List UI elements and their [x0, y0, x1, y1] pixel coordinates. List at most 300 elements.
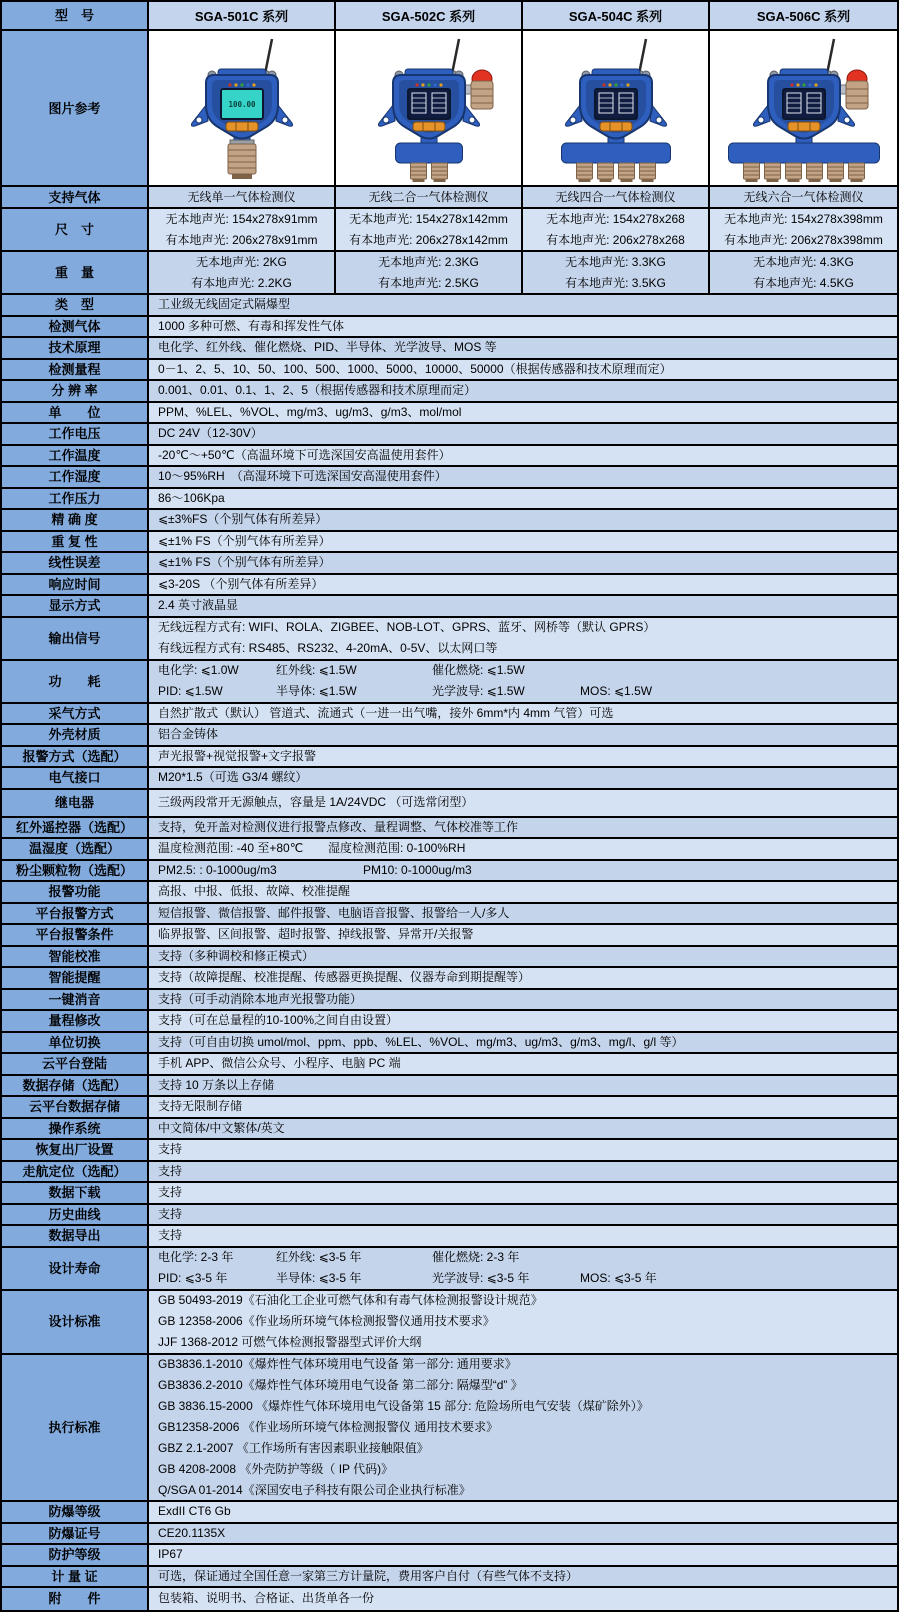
spec-segment: 支持 — [158, 1142, 183, 1157]
spec-segment: 铝合金铸体 — [158, 727, 219, 742]
spec-value-21 — [149, 790, 897, 816]
spec-value-19 — [149, 747, 897, 767]
size-row-line: 无本地声光: 154x278x91mm — [165, 211, 318, 226]
spec-segment: 支持（可手动消除本地声光报警功能） — [158, 991, 363, 1006]
spec-line — [158, 1226, 182, 1246]
spec-line — [158, 618, 655, 639]
spec-segment: GB 50493-2019《石油化工企业可燃气体和有毒气体检测报警设计规范》 — [158, 1293, 543, 1308]
table-row-19 — [2, 747, 897, 769]
spec-value-27 — [149, 925, 897, 945]
spec-line — [158, 1205, 182, 1225]
row-label-weight-row: 重 量 — [2, 252, 149, 293]
spec-segment: 声光报警+视觉报警+文字报警 — [158, 748, 317, 763]
table-row-12 — [2, 553, 897, 575]
table-row-24 — [2, 861, 897, 883]
weight-row-line: 无本地声光: 2.3KG — [378, 254, 479, 269]
spec-segment: 可选，保证通过全国任意一家第三方计量院，费用客户自付（有些气体不支持） — [158, 1568, 579, 1583]
spec-line — [158, 1459, 393, 1480]
spec-line — [158, 1375, 523, 1396]
table-row-29 — [2, 968, 897, 990]
row-label-18: 外壳材质 — [2, 725, 149, 745]
table-row-11 — [2, 532, 897, 554]
table-row-37 — [2, 1140, 897, 1162]
spec-value-11 — [149, 532, 897, 552]
row-label-support: 支持气体 — [2, 187, 149, 207]
table-row-14 — [2, 596, 897, 618]
spec-line — [158, 768, 307, 788]
spec-segment: 86～106Kpa — [158, 490, 225, 505]
size-row-line: 有本地声光: 206x278x142mm — [349, 232, 508, 247]
spec-line — [158, 295, 290, 315]
support-value-text: 无线二合一气体检测仪 — [368, 189, 489, 204]
spec-segment: 支持 — [158, 1206, 183, 1221]
spec-segment: 支持（故障提醒、校准提醒、传感器更换提醒、仪器寿命到期提醒等） — [158, 970, 531, 985]
size-row-line: 有本地声光: 206x278x91mm — [165, 232, 318, 247]
table-row-4 — [2, 381, 897, 403]
row-label-29: 智能提醒 — [2, 968, 149, 988]
spec-segment: 红外线: ⩽3-5 年 — [276, 1250, 362, 1264]
spec-segment: 支持 10 万条以上存储 — [158, 1077, 275, 1092]
spec-segment: CE20.1135X — [158, 1525, 226, 1540]
spec-value-12 — [149, 553, 897, 573]
spec-segment: 有线远程方式有: RS485、RS232、4-20mA、0-5V、以太网口等 — [158, 641, 498, 655]
spec-line — [158, 1248, 580, 1269]
table-row-31 — [2, 1011, 897, 1033]
spec-value-2 — [149, 338, 897, 358]
spec-value-38 — [149, 1162, 897, 1182]
table-row-25 — [2, 882, 897, 904]
spec-line — [158, 1567, 578, 1587]
weight-row-value-2 — [523, 252, 710, 293]
row-label-42: 设计寿命 — [2, 1248, 149, 1289]
spec-segment: GB3836.1-2010《爆炸性气体环境用电气设备 第一部分: 通用要求》 — [158, 1357, 517, 1371]
spec-value-6 — [149, 424, 897, 444]
spec-line — [158, 725, 218, 745]
table-row-21 — [2, 790, 897, 818]
spec-segment: GB 3836.15-2000 《爆炸性气体环境用电气设备第 15 部分: 危险场所电气安装（煤矿除外）》 — [158, 1399, 649, 1413]
svg-text:100.00: 100.00 — [227, 100, 256, 109]
spec-value-24 — [149, 861, 897, 881]
row-label-41: 数据导出 — [2, 1226, 149, 1246]
row-label-24: 粉尘颗粒物（选配） — [2, 861, 149, 881]
spec-segment: 光学波导: ⩽1.5W — [432, 684, 525, 698]
spec-segment: PID: ⩽1.5W — [158, 684, 223, 698]
table-row-0 — [2, 295, 897, 317]
row-label-image: 图片参考 — [2, 31, 149, 185]
spec-line — [158, 1291, 543, 1312]
spec-segment: 支持（多种调校和修正模式） — [158, 948, 315, 963]
spec-line — [158, 1588, 374, 1609]
spec-segment: -20℃～+50℃（高温环境下可选深国安高温使用套件） — [158, 447, 451, 462]
table-header-row — [2, 2, 897, 31]
device-image-sga-506c — [710, 31, 897, 185]
spec-segment: 0－1、2、5、10、50、100、500、1000、5000、10000、50000（根据传感器和技术原理而定） — [158, 361, 672, 376]
device-image-sga-504c — [523, 31, 710, 185]
row-label-10: 精 确 度 — [2, 510, 149, 530]
spec-value-41 — [149, 1226, 897, 1246]
spec-segment: GB 12358-2006《作业场所环境气体检测报警仪通用技术要求》 — [158, 1314, 495, 1329]
spec-line — [158, 1183, 182, 1203]
spec-value-16 — [149, 661, 897, 702]
row-label-1: 检测气体 — [2, 317, 149, 337]
row-label-5: 单 位 — [2, 403, 149, 423]
table-row-39 — [2, 1183, 897, 1205]
spec-line — [158, 638, 497, 659]
spec-segment: 支持，免开盖对检测仪进行报警点修改、量程调整、气体校准等工作 — [158, 819, 519, 834]
spec-segment: JJF 1368-2012 可燃气体检测报警器型式评价大纲 — [158, 1335, 422, 1350]
spec-segment: 包装箱、说明书、合格证、出货单各一份 — [158, 1591, 375, 1606]
spec-line — [158, 882, 350, 902]
weight-row-value-1 — [336, 252, 523, 293]
spec-value-18 — [149, 725, 897, 745]
row-label-27: 平台报警条件 — [2, 925, 149, 945]
model-header-sga-502c: SGA-502C 系列 — [336, 2, 523, 29]
spec-line — [158, 1480, 471, 1500]
spec-value-31 — [149, 1011, 897, 1031]
row-label-17: 采气方式 — [2, 704, 149, 724]
table-row-28 — [2, 947, 897, 969]
spec-line — [158, 1162, 182, 1182]
row-label-43: 设计标准 — [2, 1291, 149, 1354]
spec-segment: 支持 — [158, 1185, 183, 1200]
table-row-17 — [2, 704, 897, 726]
table-row-47 — [2, 1545, 897, 1567]
table-row-16 — [2, 661, 897, 704]
size-row-value-3 — [710, 209, 897, 250]
weight-row-value-3 — [710, 252, 897, 293]
spec-line — [158, 839, 465, 859]
table-row-27 — [2, 925, 897, 947]
table-row-20 — [2, 768, 897, 790]
row-label-8: 工作湿度 — [2, 467, 149, 487]
weight-row-value-0 — [149, 252, 336, 293]
spec-segment: GBZ 2.1-2007 《工作场所有害因素职业接触限值》 — [158, 1441, 429, 1455]
spec-line — [158, 532, 331, 552]
spec-line — [158, 510, 327, 530]
spec-segment: 自然扩散式（默认） 管道式、流通式（一进一出气嘴，接外 6mm*内 4mm 气管）可选 — [158, 705, 614, 720]
row-label-23: 温湿度（选配） — [2, 839, 149, 859]
row-label-30: 一键消音 — [2, 990, 149, 1010]
spec-value-49 — [149, 1588, 897, 1610]
spec-value-4 — [149, 381, 897, 401]
weight-row — [2, 252, 897, 295]
size-row-line: 无本地声光: 154x278x268 — [546, 211, 685, 226]
table-row-7 — [2, 446, 897, 468]
spec-segment: GB3836.2-2010《爆炸性气体环境用电气设备 第二部分: 隔爆型“d” 》 — [158, 1378, 523, 1392]
spec-line — [158, 338, 497, 358]
spec-line — [158, 1545, 183, 1565]
spec-segment: ⩽±1% FS（个别气体有所差异） — [158, 533, 331, 548]
spec-line — [158, 925, 473, 945]
table-row-40 — [2, 1205, 897, 1227]
table-row-8 — [2, 467, 897, 489]
spec-value-46 — [149, 1524, 897, 1544]
spec-line — [158, 575, 323, 595]
table-row-49 — [2, 1588, 897, 1610]
spec-segment: 高报、中报、低报、故障、校准提醒 — [158, 884, 351, 899]
spec-segment: 催化燃烧: 2-3 年 — [432, 1250, 520, 1264]
spec-segment: ExdII CT6 Gb — [158, 1504, 231, 1519]
table-row-42 — [2, 1248, 897, 1291]
spec-value-20 — [149, 768, 897, 788]
spec-line — [158, 446, 451, 466]
spec-segment: MOS: ⩽1.5W — [580, 684, 653, 698]
row-label-6: 工作电压 — [2, 424, 149, 444]
support-value-1 — [336, 187, 523, 207]
spec-segment: 湿度检测范围: 0-100%RH — [328, 841, 466, 856]
row-label-37: 恢复出厂设置 — [2, 1140, 149, 1160]
spec-line — [158, 947, 314, 967]
table-row-18 — [2, 725, 897, 747]
spec-segment: 工业级无线固定式隔爆型 — [158, 297, 291, 312]
spec-line — [158, 1438, 429, 1459]
row-label-45: 防爆等级 — [2, 1502, 149, 1522]
row-label-44: 执行标准 — [2, 1355, 149, 1500]
spec-value-36 — [149, 1119, 897, 1139]
spec-line — [158, 381, 476, 401]
device-illustration-sga-502c — [339, 33, 519, 183]
spec-value-10 — [149, 510, 897, 530]
spec-value-17 — [149, 704, 897, 724]
spec-value-37 — [149, 1140, 897, 1160]
row-label-15: 输出信号 — [2, 618, 149, 659]
table-row-23 — [2, 839, 897, 861]
table-row-33 — [2, 1054, 897, 1076]
spec-segment: M20*1.5（可选 G3/4 螺纹） — [158, 770, 308, 785]
row-label-4: 分 辨 率 — [2, 381, 149, 401]
size-row-line: 无本地声光: 154x278x142mm — [349, 211, 508, 226]
row-label-16: 功 耗 — [2, 661, 149, 702]
spec-segment: 催化燃烧: ⩽1.5W — [432, 663, 525, 677]
spec-segment: 0.001、0.01、0.1、1、2、5（根据传感器和技术原理而定） — [158, 383, 477, 398]
spec-line — [158, 1033, 683, 1053]
spec-line — [158, 1140, 182, 1160]
row-label-7: 工作温度 — [2, 446, 149, 466]
weight-row-line: 有本地声光: 4.5KG — [753, 275, 854, 290]
row-label-40: 历史曲线 — [2, 1205, 149, 1225]
table-row-9 — [2, 489, 897, 511]
spec-line — [158, 1011, 398, 1031]
spec-value-14 — [149, 596, 897, 616]
size-row-value-1 — [336, 209, 523, 250]
spec-value-40 — [149, 1205, 897, 1225]
row-label-36: 操作系统 — [2, 1119, 149, 1139]
device-illustration-sga-504c — [526, 33, 706, 183]
spec-line — [158, 1076, 274, 1096]
table-row-34 — [2, 1076, 897, 1098]
table-row-6 — [2, 424, 897, 446]
spec-line — [158, 861, 472, 881]
spec-segment: GB 4208-2008 《外壳防护等级（ IP 代码)》 — [158, 1462, 394, 1476]
spec-segment: 支持 — [158, 1163, 183, 1178]
spec-value-0 — [149, 295, 897, 315]
support-value-text: 无线六合一气体检测仪 — [743, 189, 864, 204]
spec-segment: 支持 — [158, 1228, 183, 1243]
spec-segment: ⩽±3%FS（个别气体有所差异） — [158, 512, 328, 527]
spec-value-3 — [149, 360, 897, 380]
row-label-33: 云平台登陆 — [2, 1054, 149, 1074]
row-label-2: 技术原理 — [2, 338, 149, 358]
spec-segment: 半导体: ⩽1.5W — [276, 684, 357, 698]
spec-segment: 红外线: ⩽1.5W — [276, 663, 357, 677]
spec-value-35 — [149, 1097, 897, 1117]
size-row-value-2 — [523, 209, 710, 250]
row-label-19: 报警方式（选配） — [2, 747, 149, 767]
spec-line — [158, 403, 461, 423]
spec-line — [158, 596, 238, 616]
row-label-47: 防护等级 — [2, 1545, 149, 1565]
size-row-value-0 — [149, 209, 336, 250]
spec-segment: IP67 — [158, 1547, 183, 1562]
table-row-32 — [2, 1033, 897, 1055]
spec-value-22 — [149, 818, 897, 838]
row-label-48: 计 量 证 — [2, 1567, 149, 1587]
spec-segment: ⩽±1% FS（个别气体有所差异） — [158, 555, 331, 570]
spec-line — [158, 489, 225, 509]
spec-line — [158, 1355, 517, 1375]
spec-segment: Q/SGA 01-2014《深国安电子科技有限公司企业执行标准》 — [158, 1483, 471, 1497]
spec-value-30 — [149, 990, 897, 1010]
spec-value-25 — [149, 882, 897, 902]
spec-value-42 — [149, 1248, 897, 1289]
spec-line — [158, 1097, 242, 1117]
row-label-22: 红外遥控器（选配） — [2, 818, 149, 838]
size-row-line: 有本地声光: 206x278x398mm — [724, 232, 883, 247]
size-row-line: 无本地声光: 154x278x398mm — [724, 211, 883, 226]
spec-segment: PPM、%LEL、%VOL、mg/m3、ug/m3、g/m3、mol/mol — [158, 404, 462, 419]
model-header-sga-506c: SGA-506C 系列 — [710, 2, 897, 29]
spec-segment: PM2.5: : 0-1000ug/m3 — [158, 862, 277, 877]
spec-value-7 — [149, 446, 897, 466]
table-row-46 — [2, 1524, 897, 1546]
spec-line — [158, 1502, 231, 1522]
spec-value-1 — [149, 317, 897, 337]
model-header-sga-501c: SGA-501C 系列 — [149, 2, 336, 29]
spec-line — [158, 681, 652, 702]
spec-line — [158, 792, 473, 813]
spec-line — [158, 1332, 421, 1353]
spec-value-13 — [149, 575, 897, 595]
row-label-21: 继电器 — [2, 790, 149, 816]
spec-line — [158, 424, 263, 444]
table-row-30 — [2, 990, 897, 1012]
spec-segment: 支持（可自由切换 umol/mol、ppm、ppb、%LEL、%VOL、mg/m3、ug/m3、g/m3、mg/l、g/l 等） — [158, 1034, 684, 1049]
spec-segment: 短信报警、微信报警、邮件报警、电脑语音报警、报警给一人/多人 — [158, 905, 510, 920]
table-row-15 — [2, 618, 897, 661]
spec-segment: 光学波导: ⩽3-5 年 — [432, 1271, 530, 1285]
row-label-31: 量程修改 — [2, 1011, 149, 1031]
spec-line — [158, 818, 518, 838]
row-label-39: 数据下载 — [2, 1183, 149, 1203]
spec-line — [158, 661, 580, 682]
weight-row-line: 无本地声光: 3.3KG — [565, 254, 666, 269]
table-row-41 — [2, 1226, 897, 1248]
spec-value-5 — [149, 403, 897, 423]
support-value-0 — [149, 187, 336, 207]
spec-segment: 电化学: ⩽1.0W — [158, 663, 239, 677]
spec-segment: 中文简体/中文繁体/英文 — [158, 1120, 285, 1135]
spec-segment: DC 24V（12-30V） — [158, 426, 263, 441]
weight-row-line: 无本地声光: 4.3KG — [753, 254, 854, 269]
weight-row-line: 有本地声光: 3.5KG — [565, 275, 666, 290]
spec-line — [158, 360, 672, 380]
table-row-26 — [2, 904, 897, 926]
row-label-32: 单位切换 — [2, 1033, 149, 1053]
weight-row-line: 有本地声光: 2.2KG — [191, 275, 292, 290]
support-value-3 — [710, 187, 897, 207]
spec-segment: 半导体: ⩽3-5 年 — [276, 1271, 362, 1285]
spec-segment: 1000 多种可燃、有毒和挥发性气体 — [158, 318, 345, 333]
image-reference-row — [2, 31, 897, 187]
spec-segment: GB12358-2006 《作业场所环境气体检测报警仪 通用技术要求》 — [158, 1420, 499, 1434]
row-label-3: 检测量程 — [2, 360, 149, 380]
row-label-46: 防爆证号 — [2, 1524, 149, 1544]
row-label-14: 显示方式 — [2, 596, 149, 616]
spec-value-44 — [149, 1355, 897, 1500]
spec-segment: 电化学: 2-3 年 — [158, 1250, 234, 1264]
device-illustration-sga-501c — [152, 33, 332, 183]
spec-line — [158, 1524, 225, 1544]
row-label-9: 工作压力 — [2, 489, 149, 509]
table-row-43 — [2, 1291, 897, 1356]
spec-value-45 — [149, 1502, 897, 1522]
spec-segment: PID: ⩽3-5 年 — [158, 1271, 228, 1285]
spec-line — [158, 904, 509, 924]
spec-line — [158, 1396, 649, 1417]
spec-segment: 手机 APP、微信公众号、小程序、电脑 PC 端 — [158, 1056, 401, 1071]
spec-value-26 — [149, 904, 897, 924]
table-row-45 — [2, 1502, 897, 1524]
table-row-44 — [2, 1355, 897, 1502]
row-label-34: 数据存储（选配） — [2, 1076, 149, 1096]
row-label-28: 智能校准 — [2, 947, 149, 967]
spec-value-48 — [149, 1567, 897, 1587]
spec-line — [158, 990, 362, 1010]
table-row-13 — [2, 575, 897, 597]
size-row — [2, 209, 897, 252]
row-label-26: 平台报警方式 — [2, 904, 149, 924]
spec-segment: ⩽3-20S （个别气体有所差异） — [158, 576, 324, 591]
spec-line — [158, 317, 344, 337]
spec-line — [158, 467, 447, 487]
spec-segment: 无线远程方式有: WIFI、ROLA、ZIGBEE、NOB-LOT、GPRS、蓝牙、网桥等（默认 GPRS） — [158, 620, 656, 634]
spec-line — [158, 968, 530, 988]
spec-value-33 — [149, 1054, 897, 1074]
table-row-2 — [2, 338, 897, 360]
table-row-38 — [2, 1162, 897, 1184]
spec-segment: PM10: 0-1000ug/m3 — [363, 862, 472, 877]
weight-row-line: 有本地声光: 2.5KG — [378, 275, 479, 290]
device-image-sga-501c — [149, 31, 336, 185]
table-row-48 — [2, 1567, 897, 1589]
spec-value-9 — [149, 489, 897, 509]
row-label-38: 走航定位（选配） — [2, 1162, 149, 1182]
size-row-line: 有本地声光: 206x278x268 — [546, 232, 685, 247]
support-value-text: 无线四合一气体检测仪 — [555, 189, 676, 204]
row-label-25: 报警功能 — [2, 882, 149, 902]
table-row-22 — [2, 818, 897, 840]
row-label-20: 电气接口 — [2, 768, 149, 788]
spec-value-32 — [149, 1033, 897, 1053]
row-label-size-row: 尺 寸 — [2, 209, 149, 250]
supported-gas-row — [2, 187, 897, 209]
row-label-13: 响应时间 — [2, 575, 149, 595]
row-label-12: 线性误差 — [2, 553, 149, 573]
table-row-35 — [2, 1097, 897, 1119]
table-row-1 — [2, 317, 897, 339]
spec-value-39 — [149, 1183, 897, 1203]
spec-value-29 — [149, 968, 897, 988]
